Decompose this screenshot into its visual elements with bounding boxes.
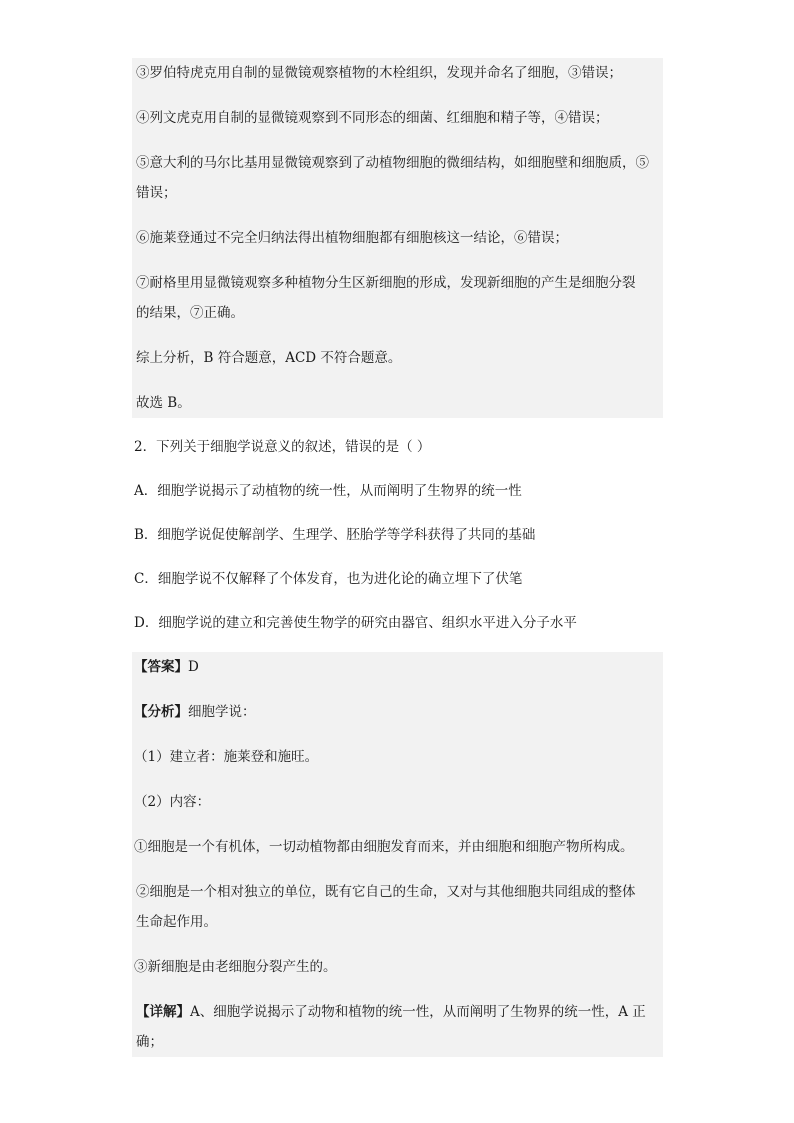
text-line: 综上分析，B 符合题意，ACD 不符合题意。 bbox=[136, 350, 402, 366]
option-c: C．细胞学说不仅解释了个体发育，也为进化论的确立埋下了伏笔 bbox=[134, 571, 523, 587]
text-line: ⑥施莱登通过不完全归纳法得出植物细胞都有细胞核这一结论，⑥错误； bbox=[136, 230, 568, 246]
option-a: A．细胞学说揭示了动植物的统一性，从而阐明了生物界的统一性 bbox=[134, 483, 522, 499]
text-line: ③罗伯特虎克用自制的显微镜观察植物的木栓组织，发现并命名了细胞，③错误； bbox=[136, 65, 622, 81]
detail-tag: 【详解】 bbox=[136, 1004, 190, 1020]
detail-text: A、细胞学说揭示了动物和植物的统一性，从而阐明了生物界的统一性，A 正 bbox=[190, 1004, 646, 1020]
text-line: ④列文虎克用自制的显微镜观察到不同形态的细菌、红细胞和精子等，④错误； bbox=[136, 110, 609, 126]
detail-line-2: 确； bbox=[136, 1034, 163, 1050]
answer-block bbox=[132, 652, 663, 1057]
answer-value: D bbox=[188, 659, 199, 675]
analysis-point-3: ③新细胞是由老细胞分裂产生的。 bbox=[134, 959, 337, 975]
explanation-summary bbox=[132, 343, 663, 373]
explanation-item-3 bbox=[132, 58, 663, 88]
question-stem: 2．下列关于细胞学说意义的叙述，错误的是（ ） bbox=[134, 439, 431, 455]
document-page bbox=[132, 58, 663, 1057]
detail-line-1 bbox=[134, 997, 661, 1027]
analysis-point-2 bbox=[132, 877, 663, 937]
option-b: B．细胞学说促使解剖学、生理学、胚胎学等学科获得了共同的基础 bbox=[134, 527, 536, 543]
explanation-item-6 bbox=[132, 223, 663, 253]
text-line: ⑦耐格里用显微镜观察多种植物分生区新细胞的形成，发现新细胞的产生是细胞分裂 bbox=[136, 275, 636, 291]
detail-paragraph bbox=[132, 997, 663, 1057]
explanation-item-4 bbox=[132, 103, 663, 133]
text-line: 故选 B。 bbox=[136, 395, 191, 411]
text-line: ②细胞是一个相对独立的单位，既有它自己的生命，又对与其他细胞共同组成的整体 bbox=[136, 884, 636, 900]
analysis-text: 细胞学说： bbox=[188, 704, 256, 720]
option-d: D．细胞学说的建立和完善使生物学的研究由器官、组织水平进入分子水平 bbox=[134, 615, 577, 631]
answer-tag: 【答案】 bbox=[134, 659, 188, 675]
text-line: 错误； bbox=[136, 185, 177, 201]
prev-explanation-block bbox=[132, 58, 663, 418]
explanation-item-7 bbox=[132, 268, 663, 328]
explanation-item-5 bbox=[132, 148, 663, 208]
analysis-tag: 【分析】 bbox=[134, 704, 188, 720]
answer-line bbox=[132, 652, 663, 682]
analysis-item-founders: （1）建立者：施莱登和施旺。 bbox=[134, 749, 319, 765]
analysis-line bbox=[132, 697, 663, 727]
analysis-point-1: ①细胞是一个有机体，一切动植物都由细胞发育而来，并由细胞和细胞产物所构成。 bbox=[134, 839, 634, 855]
explanation-conclusion bbox=[132, 388, 663, 418]
text-line: 的结果，⑦正确。 bbox=[136, 305, 244, 321]
text-line: 生命起作用。 bbox=[136, 914, 217, 930]
text-line: ⑤意大利的马尔比基用显微镜观察到了动植物细胞的微细结构，如细胞壁和细胞质，⑤ bbox=[136, 155, 649, 171]
analysis-item-content: （2）内容： bbox=[134, 794, 211, 810]
question-block bbox=[132, 432, 663, 638]
